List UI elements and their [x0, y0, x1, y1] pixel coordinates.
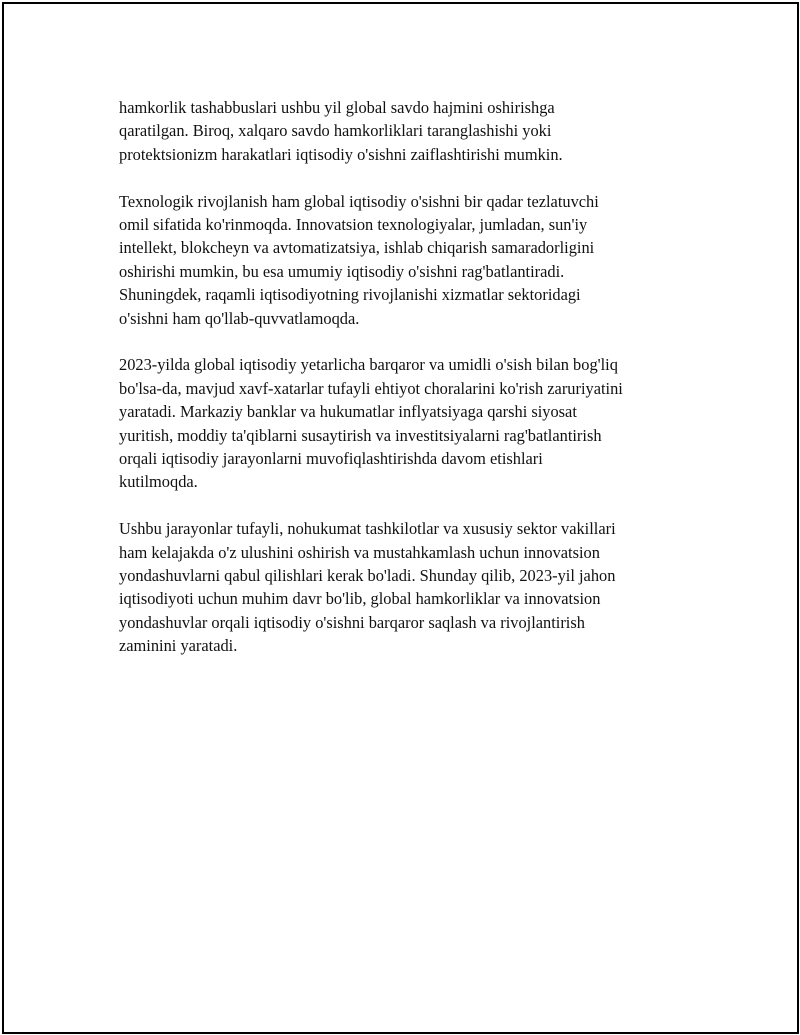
text-line: hamkorlik tashabbuslari ushbu yil global savdo hajmini oshirishga [119, 98, 555, 117]
paragraph-1 [119, 96, 704, 166]
text-line: yaratadi. Markaziy banklar va hukumatlar inflyatsiyaga qarshi siyosat [119, 402, 577, 422]
paragraph-3 [119, 353, 704, 493]
document-page [2, 2, 799, 1034]
paragraph-2 [119, 190, 704, 330]
text-line: Texnologik rivojlanish ham global iqtisodiy o'sishni bir qadar tezlatuvchi [119, 191, 599, 211]
text-line: omil sifatida ko'rinmoqda. Innovatsion texnologiyalar, jumladan, sun'iy [119, 215, 588, 235]
text-line: kutilmoqda. [119, 472, 198, 492]
text-line: qaratilgan. Biroq, xalqaro savdo hamkorliklari taranglashishi yoki [119, 121, 552, 141]
text-line: yondashuvlar orqali iqtisodiy o'sishni barqaror saqlash va rivojlantirish [119, 612, 585, 632]
text-line: o'sishni ham qo'llab-quvvatlamoqda. [119, 308, 360, 328]
text-line: orqali iqtisodiy jarayonlarni muvofiqlashtirishda davom etishlari [119, 449, 543, 469]
text-line: protektsionizm harakatlari iqtisodiy o'sishni zaiflashtirishi mumkin. [119, 144, 563, 164]
document-body [119, 96, 704, 681]
text-line: yuritish, moddiy ta'qiblarni susaytirish va investitsiyalarni rag'batlantirish [119, 425, 602, 445]
text-line: bo'lsa-da, mavjud xavf-xatarlar tufayli ehtiyot choralarini ko'rish zaruriyatini [119, 378, 623, 398]
text-line: Ushbu jarayonlar tufayli, nohukumat tashkilotlar va xususiy sektor vakillari [119, 519, 616, 539]
text-line: intellekt, blokcheyn va avtomatizatsiya, ishlab chiqarish samaradorligini [119, 238, 595, 258]
text-line: yondashuvlarni qabul qilishlari kerak bo'ladi. Shunday qilib, 2023-yil jahon [119, 566, 616, 586]
text-line: oshirishi mumkin, bu esa umumiy iqtisodiy o'sishni rag'batlantiradi. [119, 261, 565, 281]
text-line: Shuningdek, raqamli iqtisodiyotning rivojlanishi xizmatlar sektoridagi [119, 285, 581, 305]
paragraph-4 [119, 517, 704, 657]
text-line: 2023-yilda global iqtisodiy yetarlicha barqaror va umidli o'sish bilan bog'liq [119, 355, 618, 375]
text-line: zaminini yaratadi. [119, 636, 238, 656]
text-line: iqtisodiyoti uchun muhim davr bo'lib, global hamkorliklar va innovatsion [119, 589, 601, 609]
text-line: ham kelajakda o'z ulushini oshirish va mustahkamlash uchun innovatsion [119, 542, 600, 562]
